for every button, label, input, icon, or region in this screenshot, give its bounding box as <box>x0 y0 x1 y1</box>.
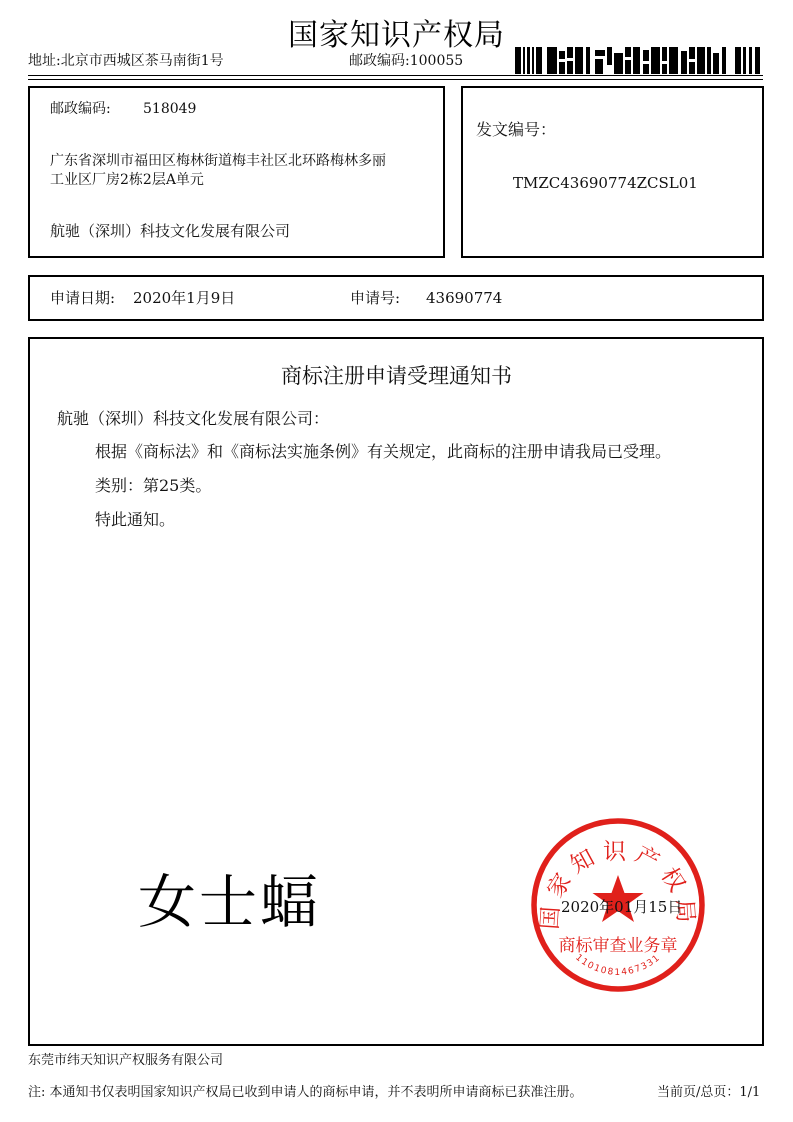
recipient-postal-label: 邮政编码: <box>50 101 111 117</box>
header-rule-bottom <box>28 79 763 80</box>
page-title: 国家知识产权局 <box>288 18 505 53</box>
page-indicator: 当前页/总页：1/1 <box>657 1085 761 1100</box>
recipient-company: 航驰（深圳）科技文化发展有限公司 <box>50 222 291 240</box>
seal-number: 1101081467331 <box>573 952 663 978</box>
application-date-label: 申请日期: <box>50 289 116 307</box>
agent-company: 东莞市纬天知识产权服务有限公司 <box>28 1053 224 1068</box>
recipient-postal-value: 518049 <box>143 101 197 117</box>
document-number-box <box>461 86 764 258</box>
recipient-address-line2: 工业区厂房2栋2层A单元 <box>50 172 204 188</box>
header-rule-top <box>28 75 763 76</box>
document-number-value: TMZC43690774ZCSL01 <box>513 174 698 192</box>
application-date-value: 2020年1月9日 <box>133 289 236 307</box>
notice-category: 类别：第25类。 <box>95 476 212 495</box>
seal-top-text: 国家知识产权局 <box>537 839 699 931</box>
office-postal-code: 邮政编码:100055 <box>349 53 464 69</box>
recipient-address-line1: 广东省深圳市福田区梅林街道梅丰社区北环路梅林多丽 <box>50 153 386 169</box>
barcode <box>515 47 762 74</box>
office-address: 地址:北京市西城区茶马南街1号 <box>28 53 224 69</box>
footer-note: 注: 本通知书仅表明国家知识产权局已收到申请人的商标申请，并不表明所申请商标已获准注册。 <box>28 1085 583 1100</box>
notice-body: 根据《商标法》和《商标法实施条例》有关规定，此商标的注册申请我局已受理。 <box>95 442 672 461</box>
seal-bottom-text: 商标审查业务章 <box>558 936 678 956</box>
issue-date: 2020年01月15日 <box>561 898 683 916</box>
document-number-label: 发文编号： <box>476 120 557 139</box>
notice-addressee: 航驰（深圳）科技文化发展有限公司： <box>57 409 330 428</box>
svg-text:1101081467331 <box>573 953 663 978</box>
notice-closing: 特此通知。 <box>95 510 176 529</box>
notice-title: 商标注册申请受理通知书 <box>281 364 512 388</box>
application-number-value: 43690774 <box>426 289 503 307</box>
application-number-label: 申请号: <box>350 289 401 307</box>
trademark-text: 女士蝠 <box>138 868 322 936</box>
